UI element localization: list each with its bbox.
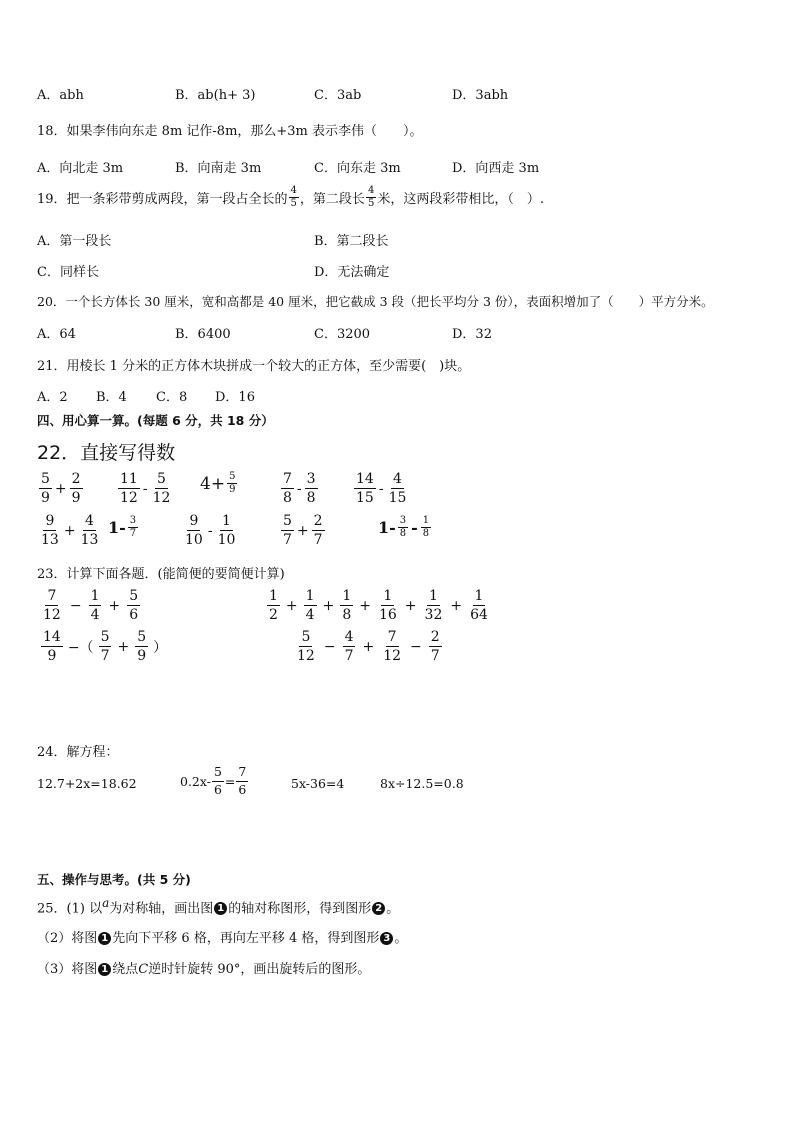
- fraction: $\frac{5}{7}$: [283, 513, 292, 548]
- q21-stem: 21．用棱长 1 分米的正方体木块拼成一个较大的正方体，至少需要( )块。: [37, 359, 471, 374]
- q23-expression-1: $\frac{7}{12}$ − $\frac{1}{4}$ + $\frac{5}{6}$: [43, 588, 139, 623]
- q19-option-a: A．第一段长: [37, 234, 112, 249]
- fraction: $\frac{5}{9}$: [41, 471, 50, 506]
- circled-1-icon: 1: [98, 932, 111, 945]
- fraction: $\frac{14}{15}$: [356, 471, 374, 506]
- q22-row1-item2: $\frac{11}{12}$ - $\frac{5}{12}$: [120, 471, 171, 506]
- q22-row2-item1: $\frac{9}{13}$ + $\frac{4}{13}$: [41, 513, 99, 548]
- q22-row2-item2: 1- $\frac{3}{7}$: [108, 515, 137, 539]
- axis-a-label: a: [102, 896, 110, 910]
- q21-option-d: D．16: [215, 390, 255, 405]
- q19-stem-part-c: 米，这两段彩带相比，（ ）.: [377, 192, 544, 207]
- q17-option-a: A．abh: [37, 88, 84, 103]
- q22-row1-item1: $\frac{5}{9}$ + $\frac{2}{9}$: [41, 471, 81, 506]
- fraction: $\frac{2}{9}$: [71, 471, 81, 506]
- fraction: $\frac{7}{12}$: [43, 588, 61, 623]
- q20-option-a: A．64: [37, 327, 76, 342]
- q24-equation-1: 12.7+2x=18.62: [37, 776, 137, 791]
- q17-option-d: D．3abh: [452, 88, 509, 103]
- q24-equation-3: 5x-36=4: [291, 776, 345, 791]
- q19-fraction-2: $\frac{4}{5}$: [367, 185, 375, 209]
- q25-part-2: （2）将图 1 先向下平移 6 格，再向左平移 4 格，得到图形 3 。: [37, 931, 408, 946]
- fraction: $\frac{5}{6}$: [213, 764, 222, 797]
- q21-option-c: C．8: [156, 390, 188, 405]
- q20-stem: 20．一个长方体长 30 厘米，宽和高都是 40 厘米，把它截成 3 段（把长平均分 3 份），表面积增加了（ ）平方分米。: [37, 294, 714, 309]
- fraction: $\frac{7}{12}$: [383, 629, 402, 664]
- point-c-label: C: [138, 962, 149, 977]
- fraction: $\frac{3}{8}$: [306, 471, 316, 506]
- q19-option-d: D．无法确定: [314, 265, 390, 280]
- q18-stem: 18．如果李伟向东走 8m 记作-8m，那么+3m 表示李伟（ ）。: [37, 124, 423, 139]
- q23-expression-4: $\frac{5}{12}$ − $\frac{4}{7}$ + $\frac{7}{12}$ − $\frac{2}{7}$: [297, 629, 440, 664]
- fraction: $\frac{4}{15}$: [388, 471, 407, 506]
- fraction: $\frac{2}{7}$: [313, 513, 323, 548]
- q24-title: 24．解方程：: [37, 745, 119, 760]
- q20-option-c: C．3200: [314, 327, 371, 342]
- fraction: $\frac{3}{7}$: [129, 515, 137, 539]
- q18-option-a: A．向北走 3m: [37, 161, 124, 176]
- circled-1-icon: 1: [98, 963, 111, 976]
- fraction: $\frac{5}{7}$: [100, 629, 110, 664]
- fraction: $\frac{1}{10}$: [217, 513, 236, 548]
- section-5-title: 五、操作与思考。(共 5 分): [37, 872, 191, 887]
- q19-option-b: B．第二段长: [314, 234, 389, 249]
- fraction: $\frac{4}{13}$: [80, 513, 99, 548]
- fraction: $\frac{1}{4}$: [90, 588, 100, 623]
- q22-row2-item3: $\frac{9}{10}$ - $\frac{1}{10}$: [185, 513, 236, 548]
- q22-row2-item5: 1- $\frac{3}{8}$ - $\frac{1}{8}$: [378, 515, 430, 539]
- q19-option-c: C．同样长: [37, 265, 99, 280]
- q24-equation-4: 8x÷12.5=0.8: [380, 776, 464, 791]
- circled-1-icon: 1: [214, 902, 227, 915]
- fraction: $\frac{5}{9}$: [137, 629, 147, 664]
- q25-part-3: （3）将图 1 绕点C逆时针旋转 90°，画出旋转后的图形。: [37, 962, 371, 977]
- fraction: $\frac{3}{8}$: [399, 515, 407, 539]
- q25-part-1: 25．(1) 以a为对称轴，画出图 1 的轴对称图形，得到图形 2 。: [37, 896, 400, 917]
- q22-row1-item4: $\frac{7}{8}$ - $\frac{3}{8}$: [283, 471, 316, 506]
- q20-option-d: D．32: [452, 327, 492, 342]
- fraction: $\frac{1}{8}$: [422, 515, 430, 539]
- fraction: $\frac{1}{2}$: [269, 588, 278, 623]
- q17-option-c: C．3ab: [314, 88, 362, 103]
- q20-option-b: B．6400: [175, 327, 231, 342]
- fraction: $\frac{7}{6}$: [238, 764, 247, 797]
- fraction: $\frac{1}{8}$: [342, 588, 352, 623]
- fraction: $\frac{1}{64}$: [470, 588, 488, 623]
- fraction: $\frac{1}{4}$: [305, 588, 315, 623]
- q19-stem-part-a: 19．把一条彩带剪成两段，第一段占全长的: [37, 192, 288, 207]
- fraction: $\frac{1}{32}$: [424, 588, 443, 623]
- fraction: $\frac{11}{12}$: [120, 471, 138, 506]
- fraction: $\frac{5}{9}$: [229, 471, 236, 495]
- q19-fraction-1: $\frac{4}{5}$: [290, 185, 297, 209]
- fraction: $\frac{5}{12}$: [152, 471, 171, 506]
- q23-expression-3: $\frac{14}{9}$ −（ $\frac{5}{7}$ + $\frac{5}{9}$ ）: [43, 629, 168, 664]
- q22-row2-item4: $\frac{5}{7}$ + $\frac{2}{7}$: [283, 513, 323, 548]
- q17-option-b: B．ab(h+ 3): [175, 88, 256, 103]
- q18-option-d: D．向西走 3m: [452, 161, 540, 176]
- fraction: $\frac{4}{7}$: [344, 629, 354, 664]
- fraction: $\frac{14}{9}$: [43, 629, 61, 664]
- q21-option-b: B．4: [96, 390, 127, 405]
- fraction: $\frac{1}{16}$: [378, 588, 397, 623]
- q23-expression-2: $\frac{1}{2}$ + $\frac{1}{4}$ + $\frac{1}{8}$ + $\frac{1}{16}$ + $\frac{1}{32}$ + $\frac{1}{64}$: [269, 588, 488, 623]
- q18-option-c: C．向东走 3m: [314, 161, 401, 176]
- circled-2-icon: 2: [372, 902, 385, 915]
- q22-title: 22．直接写得数: [37, 442, 176, 464]
- q22-row1-item3: 4+ $\frac{5}{9}$: [200, 471, 236, 495]
- q21-option-a: A．2: [37, 390, 68, 405]
- circled-3-icon: 3: [380, 932, 393, 945]
- fraction: $\frac{9}{10}$: [185, 513, 203, 548]
- fraction: $\frac{2}{7}$: [430, 629, 440, 664]
- q19-stem-part-b: ，第二段长: [299, 192, 365, 207]
- fraction: $\frac{5}{6}$: [129, 588, 139, 623]
- q19-stem: [37, 186, 544, 209]
- section-4-title: 四、用心算一算。(每题 6 分，共 18 分）: [37, 413, 274, 428]
- q22-row1-item5: $\frac{14}{15}$ - $\frac{4}{15}$: [356, 471, 407, 506]
- q18-option-b: B．向南走 3m: [175, 161, 262, 176]
- q24-equation-2: 0.2x- $\frac{5}{6}$ = $\frac{7}{6}$: [180, 764, 247, 797]
- fraction: $\frac{7}{8}$: [283, 471, 292, 506]
- fraction: $\frac{9}{13}$: [41, 513, 59, 548]
- fraction: $\frac{5}{12}$: [297, 629, 315, 664]
- q23-title: 23．计算下面各题．(能简便的要简便计算): [37, 567, 285, 582]
